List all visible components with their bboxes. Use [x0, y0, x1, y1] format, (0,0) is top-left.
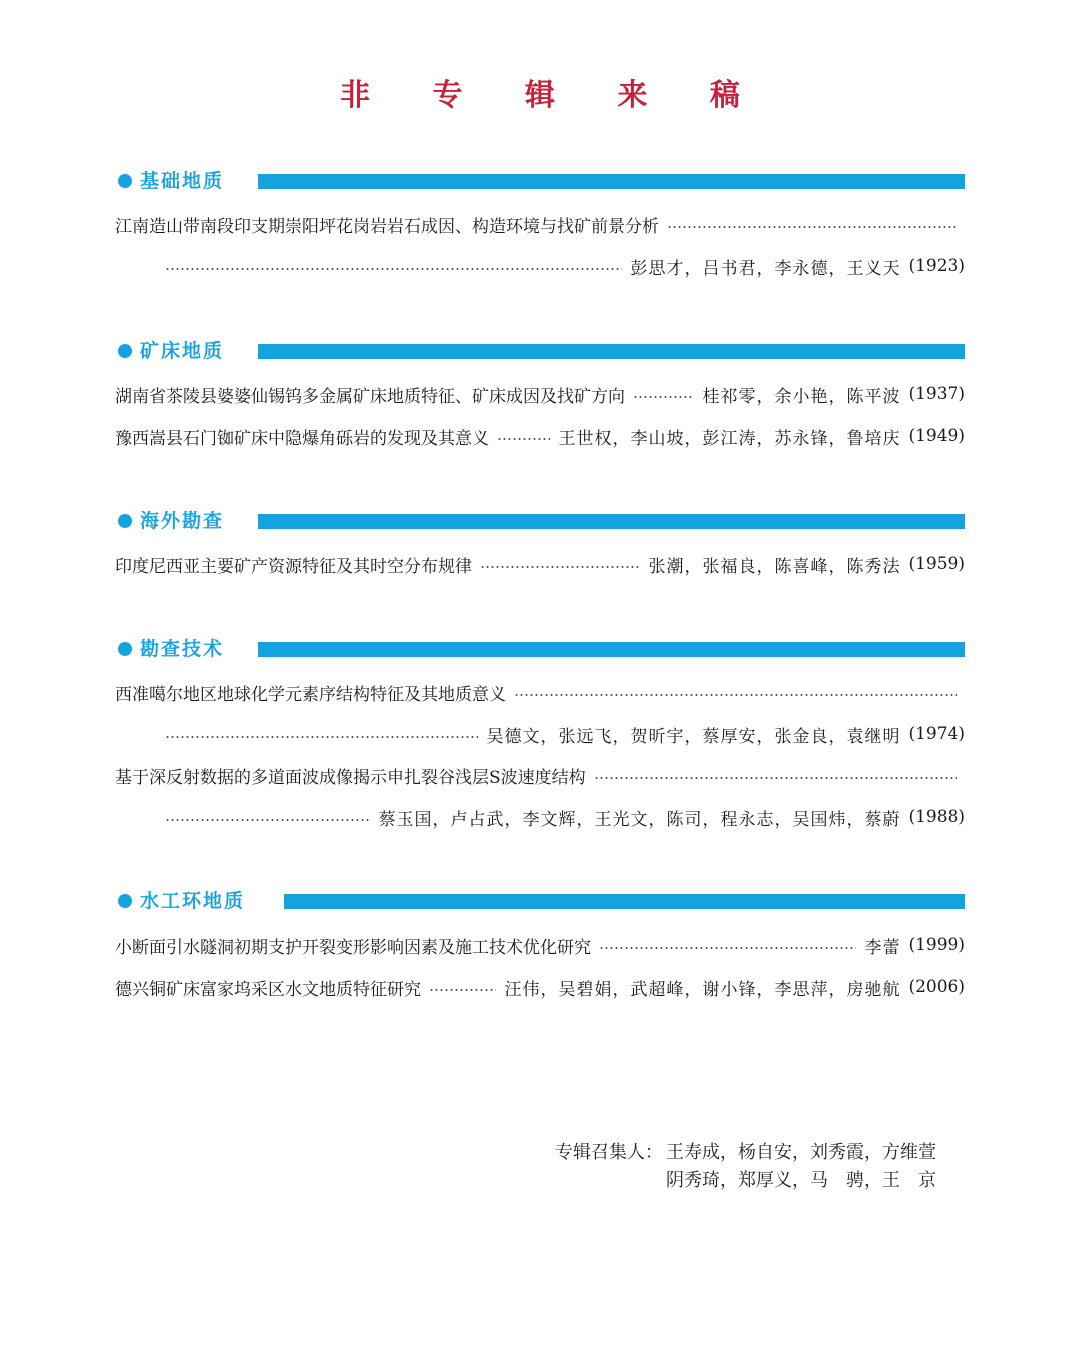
leader-dots	[165, 736, 478, 738]
convener-names-line1: 王寿成，杨自安，刘秀霞，方维萱	[666, 1142, 936, 1163]
entry-title: 小断面引水隧洞初期支护开裂变形影响因素及施工技术优化研究	[115, 937, 591, 958]
entry-authors: 彭思才，吕书君，李永德，王义天	[630, 258, 901, 279]
entry-title: 基于深反射数据的多道面波成像揭示申扎裂谷浅层S波速度结构	[115, 767, 586, 788]
entry-authors: 汪伟，吴碧娟，武超峰，谢小锋，李思萍，房驰航	[504, 979, 901, 1000]
toc-entry-authors	[165, 722, 965, 746]
leader-dots	[514, 694, 957, 696]
entry-page: (1949)	[908, 426, 965, 446]
convener-names-line2: 阴秀琦，郑厚义，马 骋，王 京	[666, 1170, 936, 1191]
entry-page: (2006)	[908, 977, 965, 997]
section-header	[0, 886, 1080, 916]
section-bar	[258, 344, 965, 359]
section-header	[0, 166, 1080, 196]
section-label: 勘查技术	[140, 638, 225, 660]
bullet-icon	[118, 894, 132, 908]
section-basic-geology	[0, 166, 1080, 196]
leader-dots	[429, 989, 496, 991]
section-bar	[284, 894, 965, 909]
leader-dots	[594, 777, 957, 779]
section-bar	[258, 174, 965, 189]
entry-authors: 张潮，张福良，陈喜峰，陈秀法	[648, 556, 901, 577]
leader-dots	[480, 566, 640, 568]
entry-page: (1974)	[908, 724, 965, 744]
entry-title: 湖南省茶陵县婆婆仙锡钨多金属矿床地质特征、矿床成因及找矿方向	[115, 386, 625, 407]
bullet-icon	[118, 514, 132, 528]
toc-entry-authors	[165, 805, 965, 829]
section-deposit-geology	[0, 336, 1080, 366]
entry-authors: 李蕾	[864, 937, 901, 958]
bullet-icon	[118, 642, 132, 656]
toc-entry[interactable]	[115, 212, 965, 236]
bullet-icon	[118, 174, 132, 188]
convener-label: 专辑召集人：	[555, 1142, 663, 1163]
leader-dots	[497, 438, 550, 440]
leader-dots	[599, 947, 856, 949]
entry-authors: 桂祁零，余小艳，陈平波	[702, 386, 901, 407]
section-label: 矿床地质	[140, 340, 225, 362]
entry-title: 印度尼西亚主要矿产资源特征及其时空分布规律	[115, 556, 472, 577]
toc-entry[interactable]	[115, 382, 965, 406]
section-label: 基础地质	[140, 170, 225, 192]
section-header	[0, 336, 1080, 366]
entry-title: 西准噶尔地区地球化学元素序结构特征及其地质意义	[115, 684, 506, 705]
bullet-icon	[118, 344, 132, 358]
toc-entry[interactable]	[115, 424, 965, 448]
section-header	[0, 634, 1080, 664]
toc-entry[interactable]	[115, 763, 965, 787]
section-label: 海外勘查	[140, 510, 225, 532]
toc-entry[interactable]	[115, 680, 965, 704]
entry-title: 豫西嵩县石门铷矿床中隐爆角砾岩的发现及其意义	[115, 428, 489, 449]
toc-entry-authors	[165, 254, 965, 278]
entry-authors: 吴德文，张远飞，贺昕宇，蔡厚安，张金良，袁继明	[486, 726, 901, 747]
entry-title: 德兴铜矿床富家坞采区水文地质特征研究	[115, 979, 421, 1000]
entry-title: 江南造山带南段印支期崇阳坪花岗岩岩石成因、构造环境与找矿前景分析	[115, 216, 659, 237]
leader-dots	[633, 396, 694, 398]
section-bar	[258, 514, 965, 529]
toc-entry[interactable]	[115, 975, 965, 999]
leader-dots	[165, 819, 370, 821]
toc-entry[interactable]	[115, 933, 965, 957]
leader-dots	[667, 226, 957, 228]
section-hydro-environmental-geology	[0, 886, 1080, 916]
entry-authors: 蔡玉国，卢占武，李文辉，王光文，陈司，程永志，吴国炜，蔡蔚	[378, 809, 901, 830]
entry-page: (1988)	[908, 807, 965, 827]
section-bar	[258, 642, 965, 657]
entry-page: (1923)	[908, 256, 965, 276]
page-title: 非 专 辑 来 稿	[340, 78, 766, 113]
leader-dots	[165, 268, 622, 270]
entry-page: (1999)	[908, 935, 965, 955]
entry-page: (1959)	[908, 554, 965, 574]
entry-authors: 王世权，李山坡，彭江涛，苏永锋，鲁培庆	[558, 428, 901, 449]
entry-page: (1937)	[908, 384, 965, 404]
section-header	[0, 506, 1080, 536]
section-overseas-exploration	[0, 506, 1080, 536]
toc-entry[interactable]	[115, 552, 965, 576]
section-label: 水工环地质	[140, 890, 246, 912]
section-exploration-technology	[0, 634, 1080, 664]
